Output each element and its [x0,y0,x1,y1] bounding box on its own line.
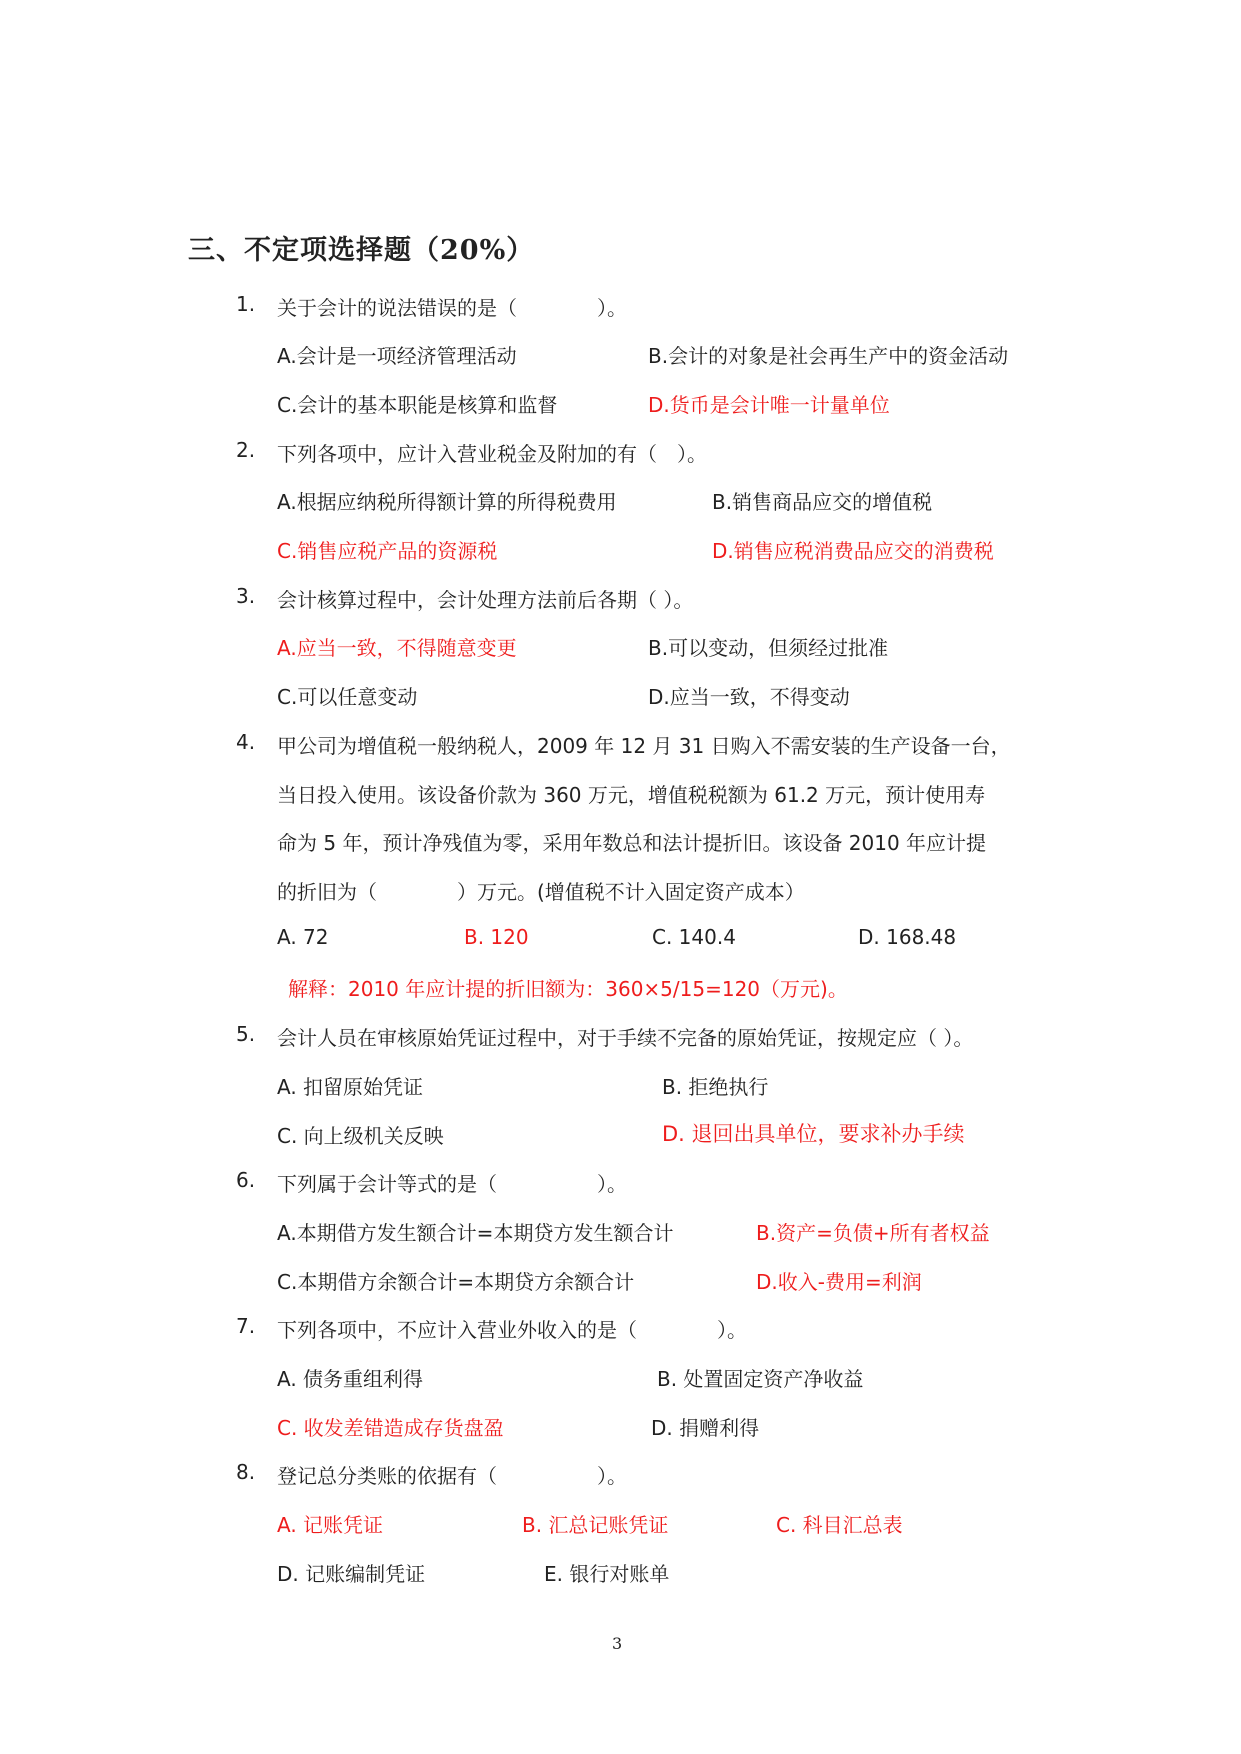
option-b: B.可以变动，但须经过批准 [648,636,889,660]
question-number: 3. [236,584,256,608]
question-number: 6. [236,1168,256,1192]
option-a: A.本期借方发生额合计=本期贷方发生额合计 [277,1221,674,1245]
question-text-line: 当日投入使用。该设备价款为 360 万元，增值税税额为 61.2 万元，预计使用寿 [277,783,986,807]
question-text-line: 的折旧为（ ）万元。(增值税不计入固定资产成本） [277,880,805,904]
option-c-correct: C.销售应税产品的资源税 [277,539,498,563]
question-number: 1. [236,292,256,316]
option-a-correct: A.应当一致，不得随意变更 [277,636,517,660]
page-number: 3 [612,1634,623,1653]
option-c-correct: C. 科目汇总表 [776,1513,903,1537]
question-number: 2. [236,438,256,462]
question-text: 下列各项中，应计入营业税金及附加的有（ ）。 [277,442,707,466]
question-text: 下列属于会计等式的是（ ）。 [277,1172,627,1196]
question-number: 5. [236,1022,256,1046]
option-b-correct: B.资产=负债+所有者权益 [756,1221,990,1245]
question-text: 登记总分类账的依据有（ ）。 [277,1464,627,1488]
option-d-correct: D.货币是会计唯一计量单位 [648,393,890,417]
question-number: 7. [236,1314,256,1338]
option-b: B.销售商品应交的增值税 [712,490,933,514]
question-text: 下列各项中，不应计入营业外收入的是（ ）。 [277,1318,747,1342]
option-b: B. 拒绝执行 [662,1075,769,1099]
option-b-correct: B. 汇总记账凭证 [522,1513,669,1537]
option-d-correct: D. 退回出具单位，要求补办手续 [662,1122,965,1146]
option-c: C. 向上级机关反映 [277,1124,444,1148]
explanation: 解释：2010 年应计提的折旧额为：360×5/15=120（万元)。 [288,977,848,1001]
option-c-correct: C. 收发差错造成存货盘盈 [277,1416,504,1440]
option-d: D.应当一致，不得变动 [648,685,850,709]
question-text: 关于会计的说法错误的是（ ）。 [277,296,627,320]
option-b: B. 处置固定资产净收益 [657,1367,864,1391]
option-a: A. 扣留原始凭证 [277,1075,424,1099]
option-c: C.会计的基本职能是核算和监督 [277,393,558,417]
option-c: C. 140.4 [652,925,736,949]
option-e: E. 银行对账单 [544,1562,670,1586]
question-text: 会计人员在审核原始凭证过程中，对于手续不完备的原始凭证，按规定应（ ）。 [277,1026,974,1050]
option-c: C.本期借方余额合计=本期贷方余额合计 [277,1270,635,1294]
option-a: A.根据应纳税所得额计算的所得税费用 [277,490,617,514]
section-heading: 三、不定项选择题（20%） [188,235,535,266]
option-b-correct: B. 120 [464,925,529,949]
option-a: A.会计是一项经济管理活动 [277,344,517,368]
option-a: A. 72 [277,925,329,949]
option-d-correct: D.收入-费用=利润 [756,1270,922,1294]
option-d: D. 168.48 [858,925,957,949]
option-a: A. 债务重组利得 [277,1367,424,1391]
option-a-correct: A. 记账凭证 [277,1513,384,1537]
question-text-line: 命为 5 年，预计净残值为零，采用年数总和法计提折旧。该设备 2010 年应计提 [277,831,987,855]
option-d-correct: D.销售应税消费品应交的消费税 [712,539,994,563]
question-text: 会计核算过程中，会计处理方法前后各期（ ）。 [277,588,694,612]
option-d: D. 记账编制凭证 [277,1562,426,1586]
question-text-line: 甲公司为增值税一般纳税人，2009 年 12 月 31 日购入不需安装的生产设备一台， [277,734,1011,758]
question-number: 4. [236,730,256,754]
question-number: 8. [236,1460,256,1484]
option-c: C.可以任意变动 [277,685,418,709]
option-b: B.会计的对象是社会再生产中的资金活动 [648,344,1009,368]
option-d: D. 捐赠利得 [651,1416,760,1440]
